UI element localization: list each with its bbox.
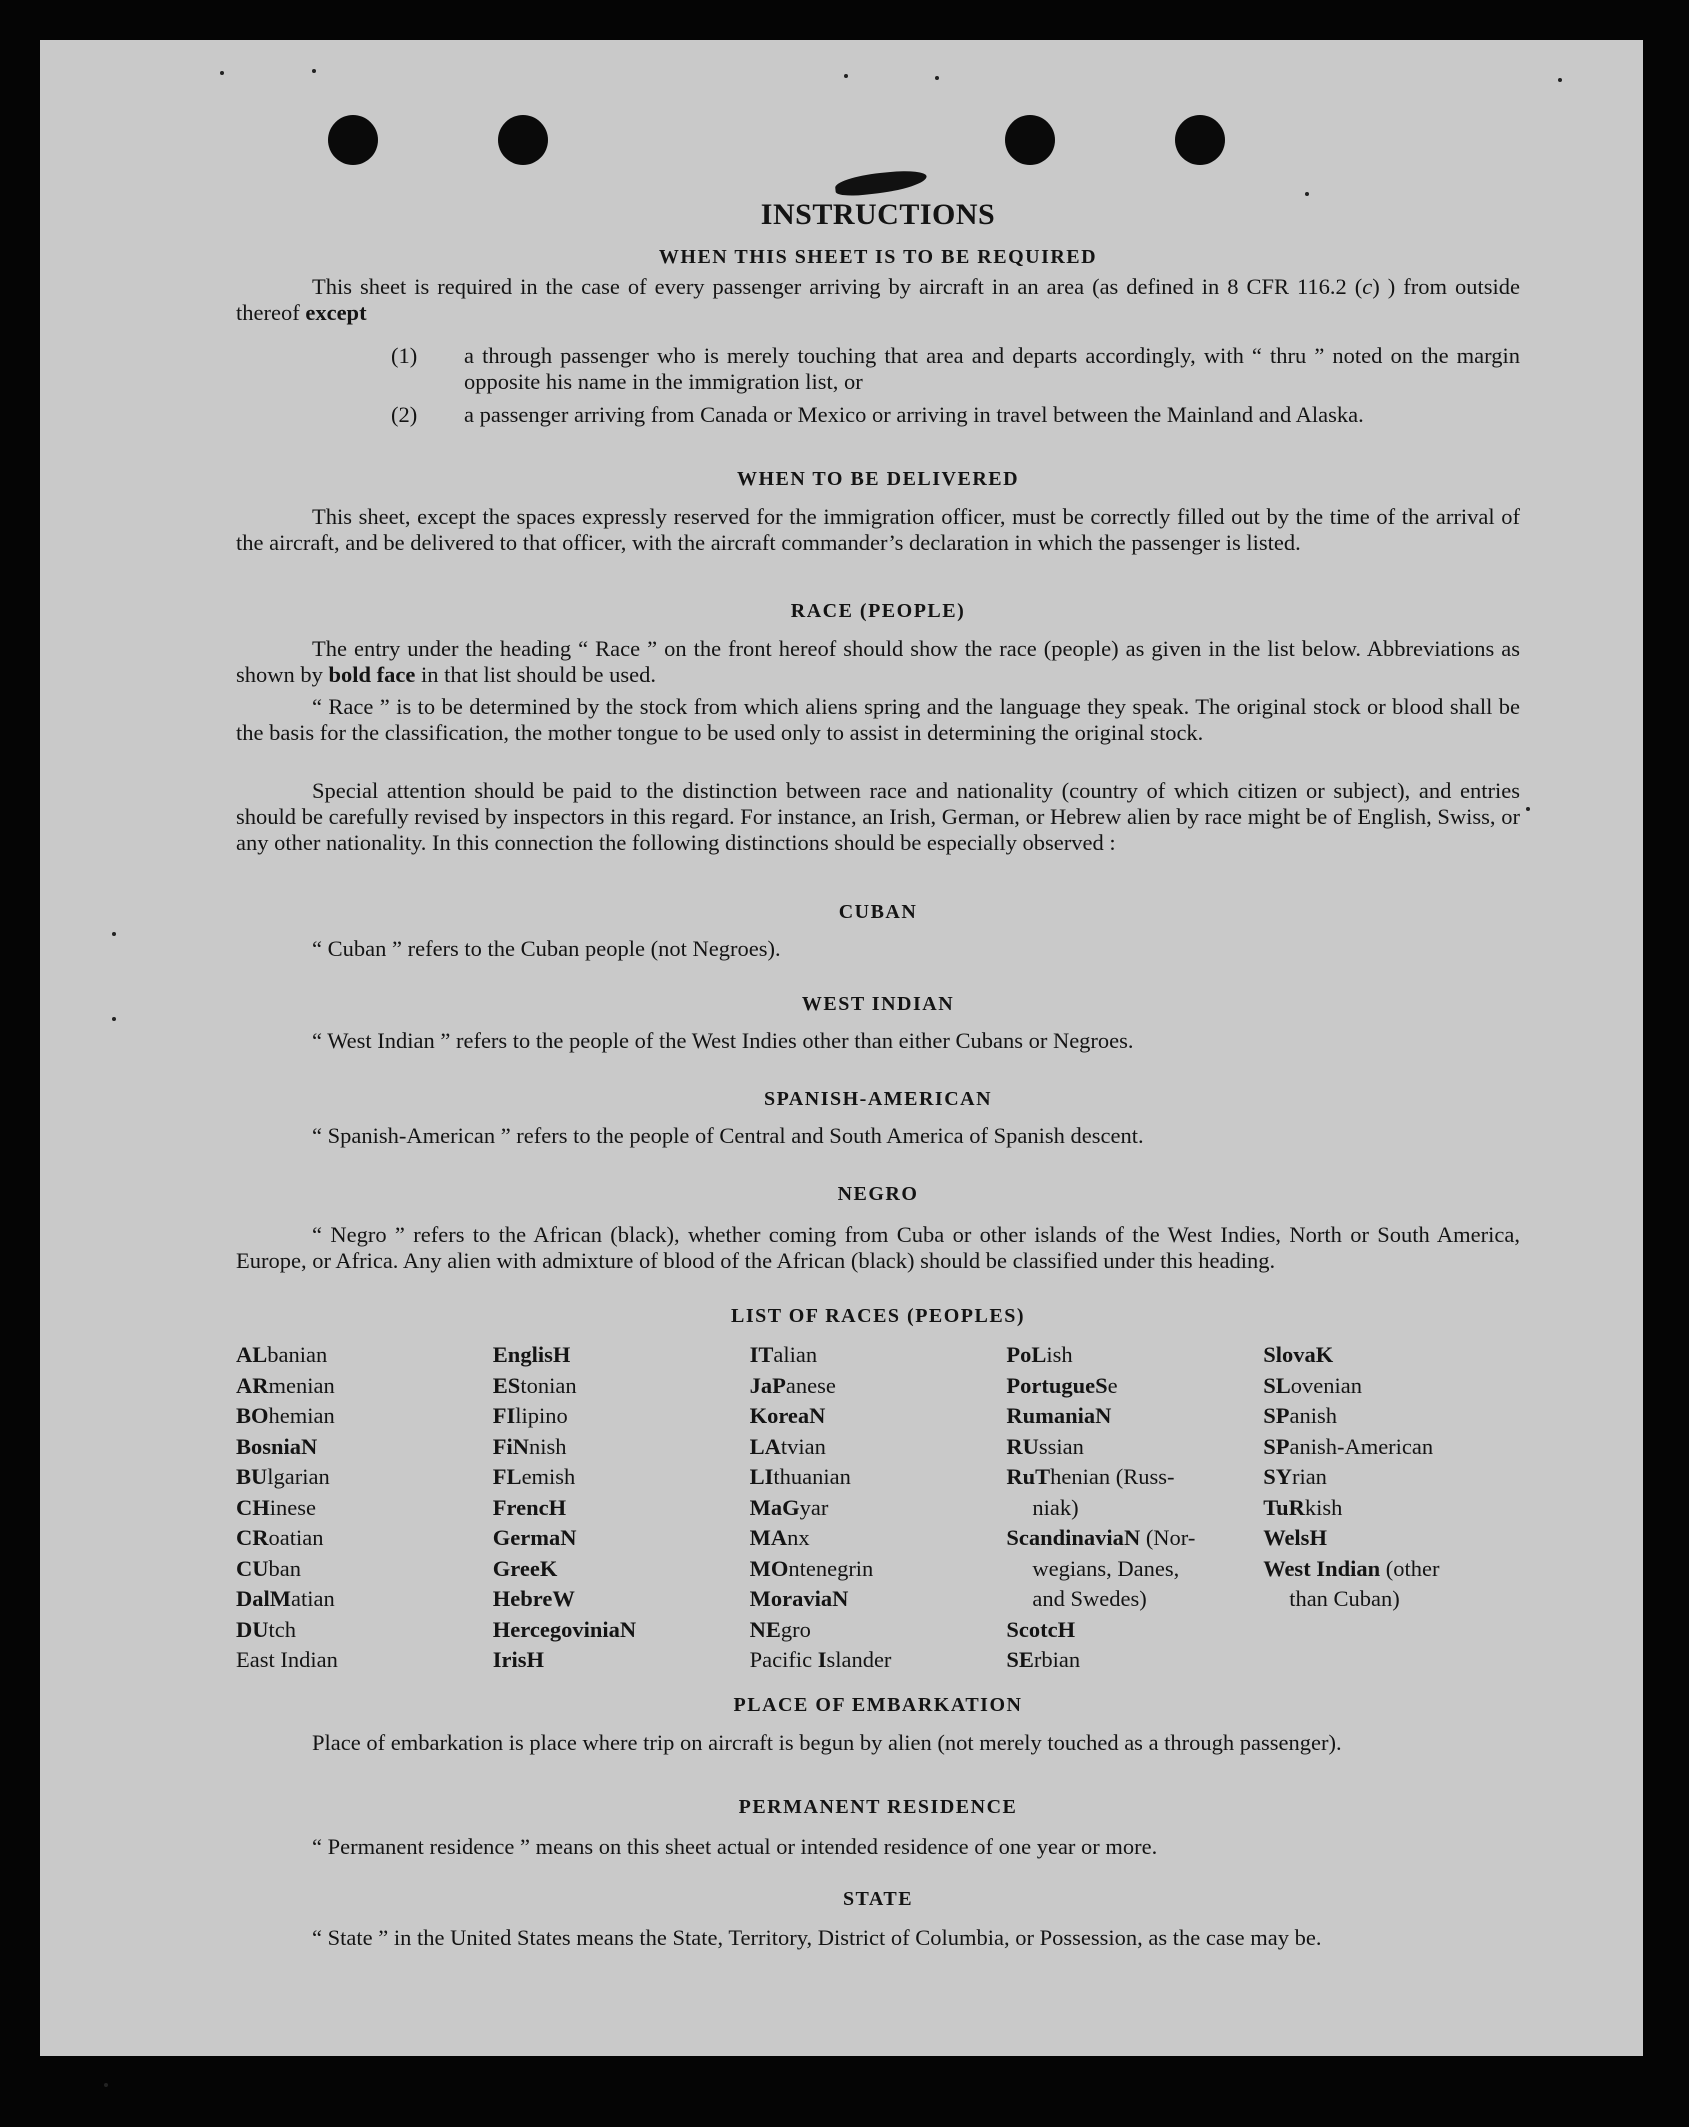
paragraph-negro: “ Negro ” refers to the African (black), whether coming from Cuba or other islands of the West Indies, North or South America, Europe, or Africa. Any alien with admixture of blood of the African (black) should be classified under this heading. — [236, 1222, 1520, 1273]
race-entry — [236, 1432, 493, 1463]
paragraph-west-indian: “ West Indian ” refers to the people of the West Indies other than either Cubans or Negroes. — [312, 1028, 1134, 1053]
race-entry — [1006, 1432, 1263, 1463]
punch-hole — [1005, 115, 1055, 165]
race-abbreviation: N — [619, 1616, 637, 1642]
section-heading-list-of-races: LIST OF RACES (PEOPLES) — [730, 1305, 1025, 1327]
race-abbreviation: AL — [236, 1342, 268, 1367]
section-heading-west-indian: WEST INDIAN — [801, 993, 955, 1015]
race-text: menian — [268, 1372, 335, 1398]
punch-hole — [1175, 115, 1225, 165]
race-entry — [493, 1340, 750, 1371]
race-entry — [750, 1645, 1007, 1676]
races-column — [750, 1340, 1007, 1676]
race-entry — [236, 1340, 493, 1371]
race-text: ban — [268, 1555, 301, 1581]
race-text: and Swedes) — [1032, 1586, 1147, 1611]
speck — [112, 1017, 116, 1021]
race-entry — [750, 1401, 1007, 1432]
race-entry — [236, 1371, 493, 1402]
race-abbreviation: Hercegovinia — [492, 1616, 620, 1642]
section-heading-cuban: CUBAN — [838, 901, 918, 923]
race-entry — [1263, 1493, 1520, 1524]
speck — [1526, 807, 1530, 811]
race-abbreviation: H — [552, 1342, 571, 1367]
race-abbreviation: W — [552, 1586, 575, 1611]
race-entry — [1006, 1462, 1263, 1493]
race-abbreviation: K — [1315, 1342, 1334, 1367]
speck — [1558, 78, 1562, 82]
race-entry — [750, 1432, 1007, 1463]
race-abbreviation: MO — [749, 1555, 789, 1581]
race-entry — [493, 1493, 750, 1524]
races-column — [1006, 1340, 1263, 1676]
list-item: (1) a through passenger who is merely touching that area and departs accordingly, with “ thru ” noted on the margin opposite his name in the immigration list, or — [391, 343, 1520, 394]
race-text: East Indian — [236, 1647, 338, 1672]
race-abbreviation: MA — [749, 1525, 788, 1550]
race-abbreviation: Wels — [1263, 1525, 1310, 1550]
race-abbreviation: Hebre — [492, 1586, 553, 1611]
race-entry — [750, 1523, 1007, 1554]
race-entry — [493, 1462, 750, 1493]
race-abbreviation: Ru — [1006, 1464, 1036, 1489]
race-entry — [493, 1554, 750, 1585]
race-entry — [750, 1340, 1007, 1371]
race-abbreviation: Ja — [749, 1372, 773, 1398]
race-entry — [1263, 1523, 1520, 1554]
race-abbreviation: Rumania — [1006, 1403, 1096, 1428]
race-abbreviation: N — [809, 1403, 826, 1428]
race-entry — [1263, 1584, 1520, 1615]
race-entry — [236, 1615, 493, 1646]
speck — [935, 76, 939, 80]
race-abbreviation: Fi — [492, 1433, 513, 1459]
paragraph-when-required: This sheet is required in the case of every passenger arriving by aircraft in an area (as defined in 8 CFR 116.2 (c) ) from outside thereof except — [236, 274, 1520, 325]
race-text: ovenian — [1290, 1372, 1362, 1398]
race-abbreviation: G — [782, 1494, 800, 1520]
race-abbreviation: Englis — [492, 1342, 553, 1367]
race-abbreviation: AR — [236, 1372, 269, 1398]
race-abbreviation: LI — [749, 1464, 774, 1489]
race-abbreviation: Frenc — [492, 1494, 549, 1520]
race-text: henian (Russ- — [1050, 1464, 1175, 1489]
race-entry — [1263, 1340, 1520, 1371]
race-text: nish — [529, 1433, 567, 1459]
race-entry — [493, 1401, 750, 1432]
race-text: e — [1107, 1372, 1118, 1398]
race-abbreviation: Germa — [492, 1525, 561, 1550]
race-text: slander — [826, 1647, 892, 1672]
race-text: nx — [787, 1525, 810, 1550]
paragraph-state: “ State ” in the United States means the State, Territory, District of Columbia, or Possession, as the case may be. — [312, 1925, 1322, 1950]
race-abbreviation: BU — [236, 1464, 268, 1489]
speck — [312, 69, 316, 73]
race-abbreviation: N — [301, 1433, 318, 1459]
section-heading-race: RACE (PEOPLE) — [790, 600, 966, 622]
race-text: banian — [267, 1342, 328, 1367]
race-abbreviation: CH — [236, 1494, 270, 1520]
race-text: thuanian — [773, 1464, 851, 1489]
section-heading-when-delivered: WHEN TO BE DELIVERED — [736, 468, 1020, 490]
race-abbreviation: SP — [1263, 1403, 1290, 1428]
section-heading-permanent-residence: PERMANENT RESIDENCE — [738, 1796, 1018, 1818]
race-text: yar — [799, 1494, 829, 1520]
race-entry — [750, 1615, 1007, 1646]
race-entry — [236, 1493, 493, 1524]
race-abbreviation: SE — [1006, 1647, 1034, 1672]
race-text: wegians, Danes, — [1032, 1555, 1180, 1581]
race-abbreviation: H — [1309, 1525, 1327, 1550]
race-abbreviation: N — [560, 1525, 577, 1550]
race-entry — [236, 1584, 493, 1615]
race-entry — [750, 1371, 1007, 1402]
race-text: tonian — [520, 1372, 577, 1398]
races-list — [236, 1340, 1520, 1676]
race-abbreviation: DU — [236, 1616, 269, 1642]
race-abbreviation: I — [817, 1647, 827, 1672]
race-text: (Nor- — [1140, 1525, 1196, 1550]
race-abbreviation: K — [539, 1555, 558, 1581]
race-abbreviation: Scandinavia — [1006, 1525, 1124, 1550]
races-column — [236, 1340, 493, 1676]
race-text: oatian — [268, 1525, 324, 1550]
race-entry — [493, 1584, 750, 1615]
speck — [220, 71, 224, 75]
race-text: inese — [269, 1494, 316, 1520]
race-text: anese — [785, 1372, 836, 1398]
race-entry — [750, 1462, 1007, 1493]
race-entry — [1006, 1371, 1263, 1402]
race-text: ish — [1046, 1342, 1073, 1367]
race-text: (other — [1380, 1555, 1440, 1581]
speck — [104, 2083, 108, 2087]
page-title: INSTRUCTIONS — [760, 198, 996, 231]
paragraph-race-3: Special attention should be paid to the distinction between race and nationality (country of which citizen or subject), and entries should be carefully revised by inspectors in this regard. For instance, an Irish, German, or Hebrew alien by race might be of English, Swiss, or any other nationality. In this connection the following distinctions should be especially observed : — [236, 778, 1520, 855]
race-abbreviation: BO — [236, 1403, 269, 1428]
punch-hole — [328, 115, 378, 165]
race-text: gro — [780, 1616, 811, 1642]
race-abbreviation: N — [832, 1586, 849, 1611]
race-abbreviation: Scotc — [1006, 1616, 1058, 1642]
race-text: Pacific — [749, 1647, 818, 1672]
paragraph-when-delivered: This sheet, except the spaces expressly reserved for the immigration officer, must be correctly filled out by the time of the arrival of the aircraft, and be delivered to that officer, with the aircraft commander’s declaration in which the passenger is listed. — [236, 504, 1520, 555]
race-entry — [1263, 1432, 1520, 1463]
race-entry — [1006, 1340, 1263, 1371]
race-abbreviation: L — [1031, 1342, 1047, 1367]
punch-hole — [498, 115, 548, 165]
race-abbreviation: T — [1035, 1464, 1051, 1489]
race-text: kish — [1304, 1494, 1343, 1520]
race-abbreviation: LA — [749, 1433, 781, 1459]
race-abbreviation: R — [1288, 1494, 1305, 1520]
race-text: ntenegrin — [788, 1555, 874, 1581]
race-text: rian — [1291, 1464, 1327, 1489]
race-abbreviation: Korea — [749, 1403, 810, 1428]
race-entry — [1006, 1645, 1263, 1676]
race-abbreviation: Po — [1006, 1342, 1032, 1367]
race-entry — [493, 1523, 750, 1554]
race-text: ssian — [1038, 1433, 1084, 1459]
speck — [1305, 192, 1309, 196]
race-entry — [493, 1615, 750, 1646]
race-entry — [1263, 1371, 1520, 1402]
race-abbreviation: S — [1095, 1372, 1108, 1398]
race-entry — [1006, 1615, 1263, 1646]
race-entry — [1263, 1554, 1520, 1585]
race-abbreviation: H — [548, 1494, 567, 1520]
race-abbreviation: NE — [749, 1616, 781, 1642]
race-text: anish-American — [1289, 1433, 1434, 1459]
race-abbreviation: CU — [236, 1555, 269, 1581]
race-abbreviation: Gree — [492, 1555, 540, 1581]
section-heading-embarkation: PLACE OF EMBARKATION — [733, 1694, 1023, 1716]
section-heading-negro: NEGRO — [837, 1183, 919, 1205]
race-entry — [750, 1493, 1007, 1524]
paragraph-race-2: “ Race ” is to be determined by the stock from which aliens spring and the language they speak. The original stock or blood shall be the basis for the classification, the mother tongue to be used only to assist in determining the original stock. — [236, 694, 1520, 745]
section-heading-when-required: WHEN THIS SHEET IS TO BE REQUIRED — [658, 246, 1098, 268]
race-abbreviation: Bosnia — [236, 1433, 302, 1459]
race-abbreviation: FI — [492, 1403, 516, 1428]
race-abbreviation: Portugue — [1006, 1372, 1096, 1398]
race-entry — [1006, 1401, 1263, 1432]
race-text: hemian — [268, 1403, 335, 1428]
race-abbreviation: SP — [1263, 1433, 1290, 1459]
speck — [844, 74, 848, 78]
race-abbreviation: CR — [236, 1525, 269, 1550]
race-abbreviation: SL — [1263, 1372, 1291, 1398]
list-item: (2) a passenger arriving from Canada or Mexico or arriving in travel between the Mainland and Alaska. — [391, 402, 1364, 427]
race-text: emish — [521, 1464, 576, 1489]
race-text: tch — [268, 1616, 296, 1642]
section-heading-state: STATE — [842, 1888, 914, 1910]
race-abbreviation: H — [526, 1647, 545, 1672]
race-entry — [1006, 1523, 1263, 1554]
race-abbreviation: Ma — [749, 1494, 783, 1520]
race-text: atian — [291, 1586, 335, 1611]
race-abbreviation: Iris — [492, 1647, 527, 1672]
race-abbreviation: FL — [492, 1464, 522, 1489]
race-text: tvian — [780, 1433, 826, 1459]
race-abbreviation: SY — [1263, 1464, 1292, 1489]
race-entry — [236, 1401, 493, 1432]
race-abbreviation: Dal — [236, 1586, 270, 1611]
race-entry — [236, 1554, 493, 1585]
race-abbreviation: P — [772, 1372, 786, 1398]
race-entry — [1006, 1554, 1263, 1585]
race-entry — [493, 1371, 750, 1402]
document-sheet — [40, 40, 1643, 2056]
races-column — [493, 1340, 750, 1676]
race-text: alian — [773, 1342, 818, 1367]
race-entry — [1263, 1462, 1520, 1493]
race-entry — [1006, 1493, 1263, 1524]
race-entry — [236, 1645, 493, 1676]
races-column — [1263, 1340, 1520, 1676]
race-abbreviation: Slova — [1263, 1342, 1316, 1367]
race-abbreviation: ES — [492, 1372, 521, 1398]
race-abbreviation: M — [269, 1586, 291, 1611]
paragraph-embarkation: Place of embarkation is place where trip on aircraft is begun by alien (not merely touched as a through passenger). — [312, 1730, 1342, 1755]
race-text: niak) — [1032, 1494, 1079, 1520]
paragraph-permanent-residence: “ Permanent residence ” means on this sheet actual or intended residence of one year or more. — [312, 1834, 1158, 1859]
race-text: than Cuban) — [1289, 1586, 1400, 1611]
race-abbreviation: N — [512, 1433, 530, 1459]
race-entry — [236, 1462, 493, 1493]
race-entry — [1006, 1584, 1263, 1615]
race-entry — [236, 1523, 493, 1554]
ink-blot — [834, 168, 928, 198]
paragraph-cuban: “ Cuban ” refers to the Cuban people (not Negroes). — [312, 936, 781, 961]
section-heading-spanish-american: SPANISH-AMERICAN — [763, 1088, 993, 1110]
paragraph-race-1: The entry under the heading “ Race ” on the front hereof should show the race (people) as given in the list below. Abbreviations as shown by bold face in that list should be used. — [236, 636, 1520, 687]
race-entry — [750, 1584, 1007, 1615]
race-abbreviation: RU — [1006, 1433, 1039, 1459]
race-entry — [493, 1645, 750, 1676]
speck — [112, 932, 116, 936]
race-entry — [750, 1554, 1007, 1585]
race-abbreviation: N — [1123, 1525, 1141, 1550]
race-entry — [493, 1432, 750, 1463]
race-abbreviation: H — [1057, 1616, 1076, 1642]
paragraph-spanish-american: “ Spanish-American ” refers to the people of Central and South America of Spanish descent. — [312, 1123, 1144, 1148]
race-text: anish — [1289, 1403, 1337, 1428]
race-abbreviation: IT — [749, 1342, 774, 1367]
race-abbreviation: N — [1095, 1403, 1112, 1428]
race-text: lipino — [515, 1403, 568, 1428]
race-text: lgarian — [267, 1464, 330, 1489]
race-entry — [1263, 1401, 1520, 1432]
race-abbreviation: Moravia — [749, 1586, 833, 1611]
race-abbreviation: Tu — [1263, 1494, 1289, 1520]
race-text: rbian — [1033, 1647, 1081, 1672]
race-abbreviation: West Indian — [1263, 1555, 1381, 1581]
